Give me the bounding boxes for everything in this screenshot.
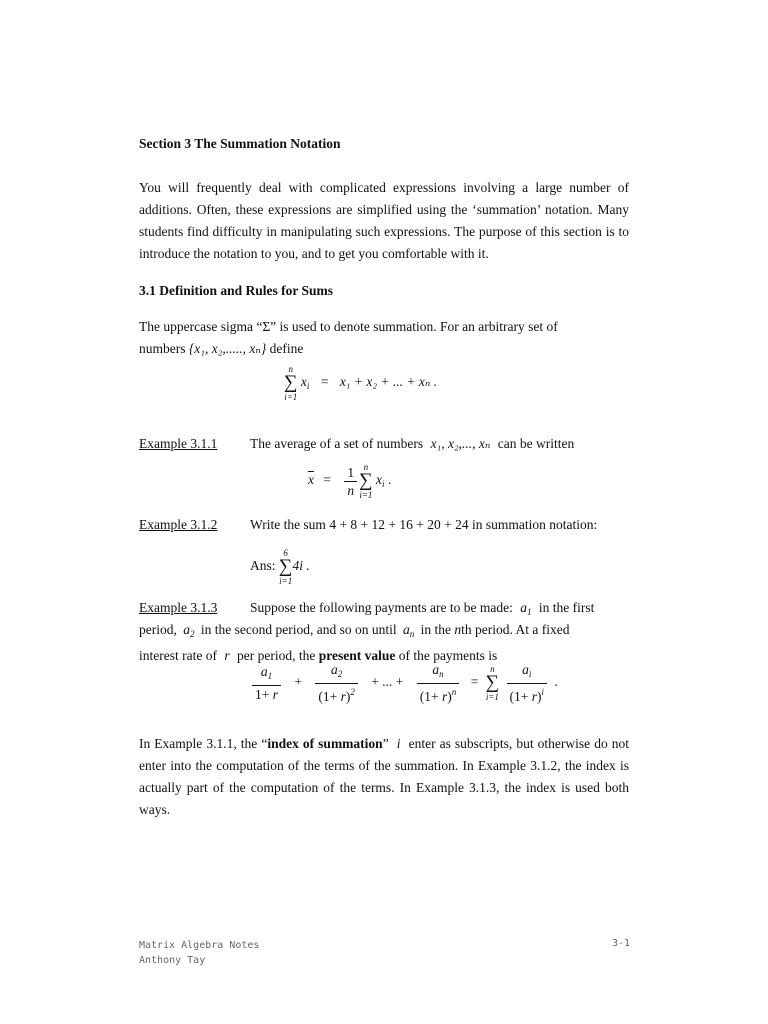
closing-paragraph: In Example 3.1.1, the “index of summation” i enter as subscripts, but otherwise do not enter into the computation of the terms of the summation. In Example 3.1.2, the index is actually part of the computation of the terms. In Example 3.1.3, the index is used both ways. [139,736,629,817]
page-number: 3-1 [612,938,631,949]
definition-define-word: define [269,341,304,356]
present-value-equation: $\frac{a_1}{1+ r}$ + $\frac{a_2}{(1+ r)^2}$ + ... + $\frac{a_n}{(1+ r)^n}$ = n ∑ i=1 $\frac{a_i}{(1+ r)^i}$ . [248,662,558,704]
definition-rhs: x₁ + x₂ + ... + xₙ . [339,374,438,390]
example-3-1-2-answer: Ans: 6 ∑ i=1 4i . [250,548,310,586]
definition-paragraph [139,316,629,360]
example-3-1-3-line2d: th period. At a fixed [461,622,570,637]
example-3-1-3-line2b: in the second period, and so on until [200,622,397,637]
example-3-1-3-line3a: interest rate of [139,648,217,663]
example-3-1-1-vars: x₁, x₂,..., xₙ [430,436,491,451]
example-3-1-3-line3c: of the payments is [398,648,498,663]
example-3-1-1-tail: can be written [497,436,575,451]
example-3-1-3-line2a: period, [139,622,177,637]
footer-course: Matrix Algebra Notes [139,940,260,951]
example-3-1-3-label: Example 3.1.3 [139,600,218,615]
example-3-1-2-label: Example 3.1.2 [139,517,218,532]
index-of-summation-term: index of summation [267,736,383,751]
footer-left [139,938,259,968]
answer-label: Ans: [250,558,276,574]
number-set: {x₁, x₂,....., xₙ} [188,341,267,356]
example-3-1-2-text: Write the sum 4 + 8 + 12 + 16 + 20 + 24 in summation notation: [250,517,598,532]
subsection-title: 3.1 Definition and Rules for Sums [139,283,334,298]
closing-intro: In Example 3.1.1, the “ [139,736,268,751]
definition-numbers-word: numbers [139,341,186,356]
example-3-1-3-line2c: in the [420,622,451,637]
example-3-1-3-line1a: Suppose the following payments are to be made: [250,600,513,615]
answer-body: 4i . [292,558,310,574]
section-title: Section 3 The Summation Notation [139,136,341,151]
example-3-1-3-line3b: per period, the [236,648,316,663]
definition-line-1: The uppercase sigma “Σ” is used to denote summation. For an arbitrary set of [139,319,558,334]
example-3-1-1-text [250,436,574,452]
present-value-term: present value [318,648,396,663]
summation-definition-equation: n ∑ i=1 $x_i = x_1 + x_2$ + ... + xₙ . [284,364,438,402]
intro-paragraph: You will frequently deal with complicated expressions involving a large number of additions. Often, these expressions are simplified using the ‘summation’ notation. Many students find difficulty in manipulating such expressions. The purpose of this section is to introduce the notation to you, and to get you comfortable with it. [139,180,629,261]
definition-line-2 [139,338,629,360]
closing-quote: ” [382,736,389,751]
closing-body: enter as subscripts, but otherwise do not enter into the computation of the terms of the summation. In Example 3.1.2, the index is actually part of the computation of the terms. In Example 3.1.3, the index is used both ways. [139,736,629,817]
sigma-symbol: n ∑ i=1 [284,364,298,402]
example-3-1-1-sentence: The average of a set of numbers [250,436,424,451]
average-equation: $\overline{x}$ = $\frac{1}{n}$ n ∑ i=1 $x_i$ . [308,462,392,500]
example-3-1-3-line1b: in the first [538,600,595,615]
example-3-1-1-label: Example 3.1.1 [139,436,218,451]
example-3-1-3-paragraph: Example 3.1.3 Suppose the following payments are to be made: $a_1$ in the first period, $a_2$ in the second period, and so on until $a_n$ in the nth period. At a fixed interest rate of r per period, the present value of the payments is [139,600,595,663]
footer-author: Anthony Tay [139,955,206,966]
